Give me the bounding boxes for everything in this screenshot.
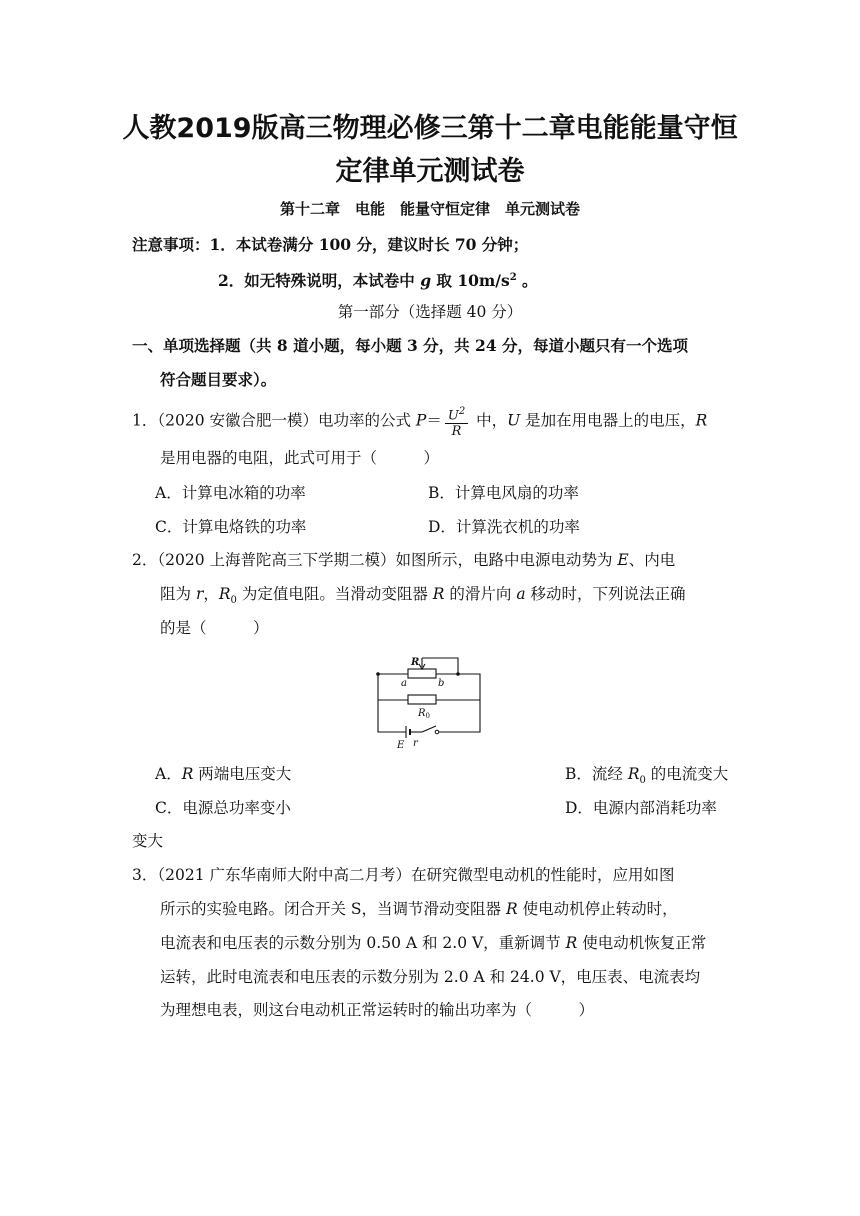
notes-item2-text-a: 2．如无特殊说明，本试卷中 [218,271,421,291]
q3-line5: 为理想电表，则这台电动机正常运转时的输出功率为（ ） [160,1001,595,1019]
q2-symbol-a: a [516,585,526,603]
notes-item2-text-c: 。 [516,271,538,291]
circuit-label-E: E [397,740,405,750]
q2-option-b-symbol: R [627,765,640,783]
circuit-label-R: R [411,657,420,668]
q2-option-c: C．电源总功率变小 [155,799,291,817]
q2-option-b-label: B．流经 [565,765,628,783]
q3-line2-b: 使电动机停止转动时， [517,900,678,918]
q2-line2-a: 阻为 [160,585,196,603]
notes-item1-text: 1．本试卷满分 100 分，建议时长 70 分钟； [209,235,529,254]
q2-line2 [160,583,686,612]
rheostat-resistor [408,669,436,678]
q1-fraction-numerator [445,404,468,424]
q3-line2-symbol-R: R [505,900,518,918]
q2-symbol-r: r [195,585,204,603]
q1-fraction-denominator: R [451,424,462,440]
q3-line4: 运转，此时电流表和电压表的示数分别为 2.0 A 和 24.0 V，电压表、电流表均 [160,968,701,986]
notes-label: 注意事项： [132,235,210,254]
q2-option-d-continued: 变大 [132,832,164,850]
r0-resistor [408,695,436,704]
junction-dot-tl [376,672,380,676]
notes-exponent: 2 [509,272,517,283]
circuit-label-b: b [438,678,445,689]
switch-lever [422,726,436,732]
q2-option-a-text: 两端电压变大 [193,765,292,783]
q2-text-b: 、内电 [628,551,676,569]
q2-circuit-diagram [370,650,490,750]
circuit-label-R0 [417,708,430,720]
q2-symbol-R0: R [218,585,231,603]
notes-g-symbol: g [420,271,432,291]
rheostat-slider-wire [422,658,458,674]
q3-line2 [160,898,678,920]
q2-option-d: D．电源内部消耗功率 [565,799,717,817]
q1-equals: ＝ [426,411,442,430]
q1-symbol-P: P [415,411,427,430]
q2-option-b [565,763,728,792]
switch-contact [435,730,439,734]
q1-numerator-U: U [447,408,459,424]
q3-line3 [160,932,706,954]
q1-option-d: D．计算洗衣机的功率 [428,518,580,536]
q2-option-a-label: A． [155,765,182,783]
q1-formula-fraction [445,404,468,439]
notes-item2-text-b: 取 10m/s [431,271,510,291]
circuit-label-R0-sub: 0 [425,712,430,720]
q1-symbol-R: R [695,411,708,430]
circuit-label-R0-main: R [418,708,426,719]
q2-symbol-E: E [617,551,629,569]
q2-line2-e: 移动时，下列说法正确 [525,585,686,603]
q3-line3-symbol-R: R [565,934,578,952]
q2-option-a [155,763,291,785]
q2-line2-c: 为定值电阻。当滑动变阻器 [236,585,433,603]
q1-line1 [132,404,707,439]
document-title-line2: 定律单元测试卷 [335,156,525,187]
q1-numerator-exp: 2 [458,406,466,417]
q1-text-a: 1．（2020 安徽合肥一模）电功率的公式 [132,411,416,430]
q2-line3: 的是（ ） [160,619,269,637]
q2-line2-b: ， [203,585,219,603]
q1-text-c: 是加在用电器上的电压， [520,411,696,430]
junction-dot-slider [456,672,460,676]
section1-heading-line2: 符合题目要求）。 [160,370,277,389]
q3-line3-b: 使电动机恢复正常 [577,934,707,952]
q1-option-a: A．计算电冰箱的功率 [155,484,306,502]
q1-line2: 是用电器的电阻，此式可用于（ ） [160,449,440,467]
q1-symbol-U: U [507,411,521,430]
part1-heading: 第一部分（选择题 40 分） [337,303,523,321]
notes-item2 [218,267,538,292]
q3-line3-a: 电流表和电压表的示数分别为 0.50 A 和 2.0 V，重新调节 [160,934,566,952]
q2-line2-d: 的滑片向 [444,585,517,603]
exam-subtitle: 第十二章 电能 能量守恒定律 单元测试卷 [279,200,580,218]
circuit-label-a: a [401,678,407,689]
q2-line1 [132,549,675,571]
q2-option-b-text: 的电流变大 [645,765,729,783]
q1-option-c: C．计算电烙铁的功率 [155,518,307,536]
q3-line2-a: 所示的实验电路。闭合开关 S，当调节滑动变阻器 [160,900,506,918]
q2-option-a-symbol: R [181,765,194,783]
section1-heading-line1: 一、单项选择题（共 8 道小题，每小题 3 分，共 24 分，每道小题只有一个选项 [132,336,689,355]
circuit-label-r: r [413,738,418,749]
q2-symbol-R: R [432,585,445,603]
q2-text-a: 2．（2020 上海普陀高三下学期二模）如图所示，电路中电源电动势为 [132,551,618,569]
q1-text-b: 中， [471,411,508,430]
q3-line1: 3．（2021 广东华南师大附中高二月考）在研究微型电动机的性能时，应用如图 [132,866,675,884]
q1-option-b: B．计算电风扇的功率 [428,484,579,502]
notes-item1 [132,234,528,256]
q2-R0-subscript: 0 [230,595,237,607]
document-title-line1: 人教2019版高三物理必修三第十二章电能能量守恒 [122,113,738,144]
q2-option-b-subscript: 0 [639,775,646,787]
